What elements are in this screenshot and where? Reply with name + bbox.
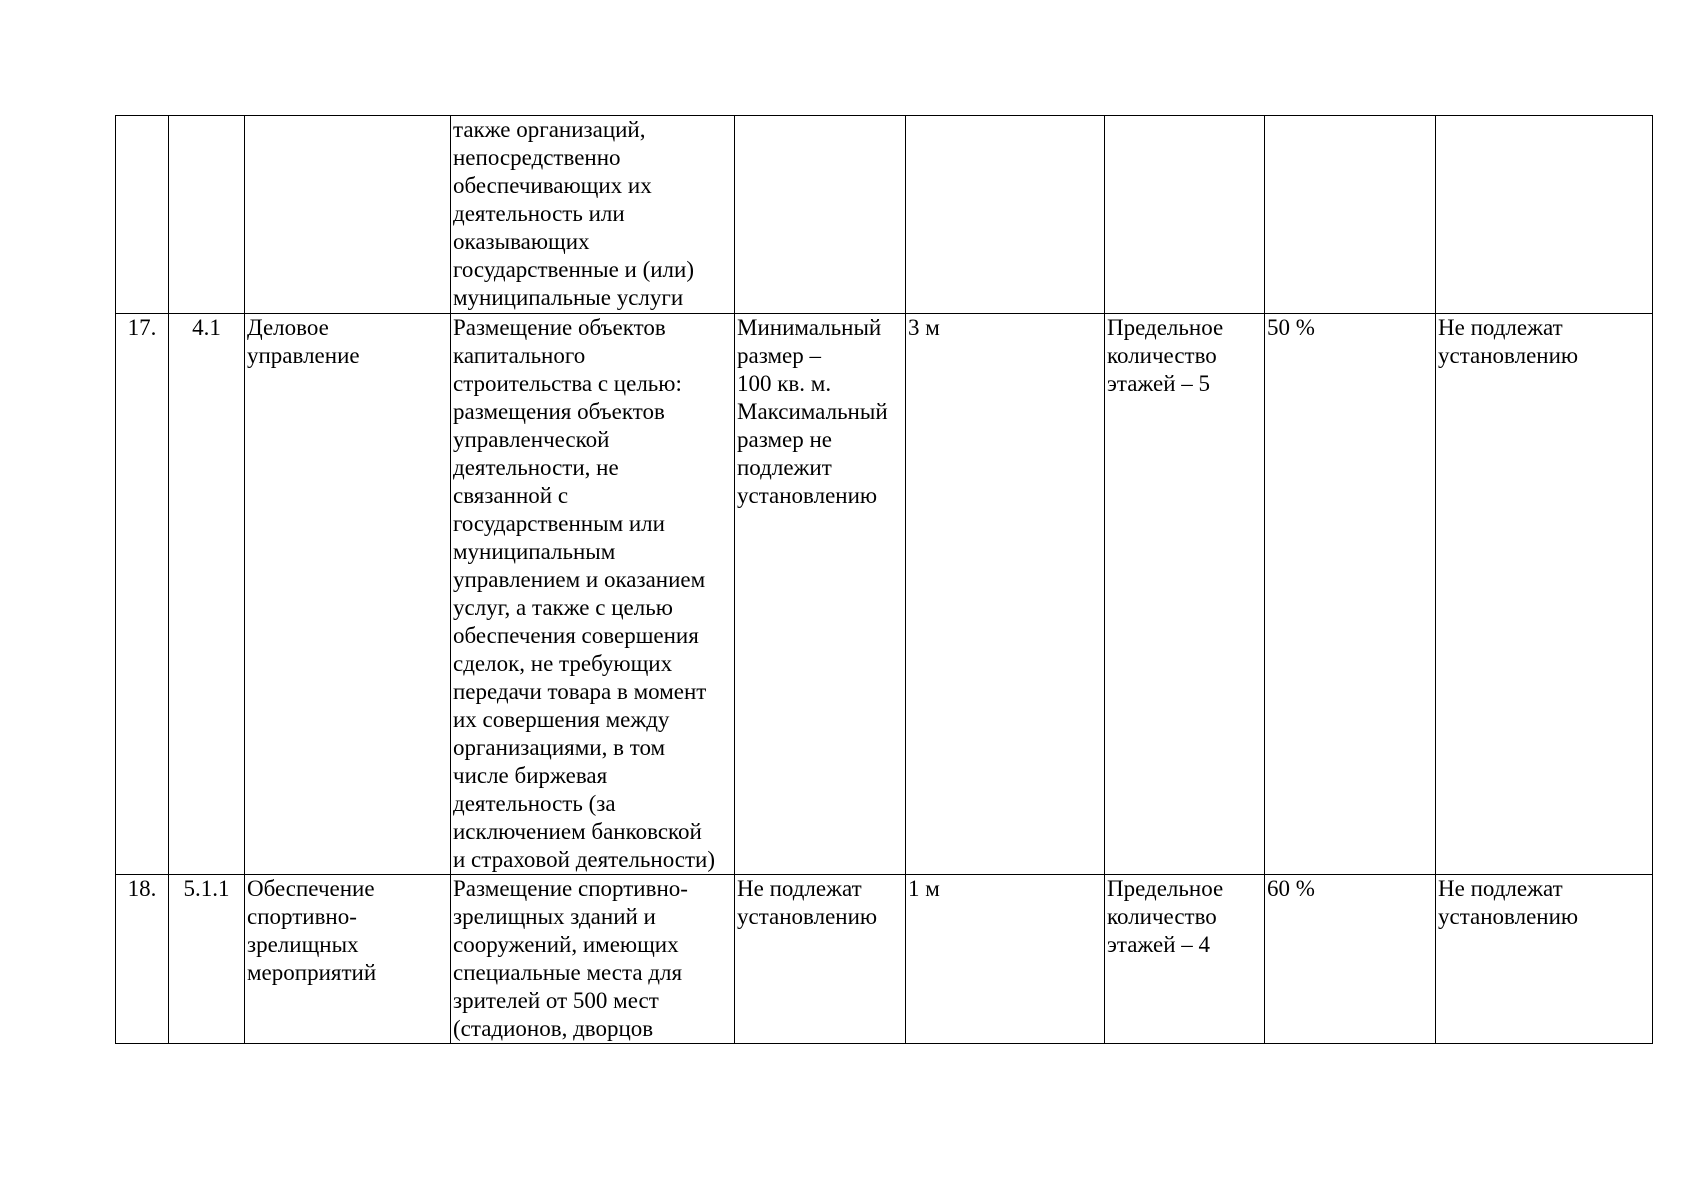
row-number: 17.: [127, 315, 157, 340]
other-parameters: Не подлежат установлению: [1438, 876, 1579, 929]
floors-cell: [1105, 116, 1265, 314]
plot-size: Минимальный размер – 100 кв. м. Максимальный размер не подлежит установлению: [737, 315, 888, 508]
other-cell: [1436, 875, 1653, 1044]
other-parameters: Не подлежат установлению: [1438, 315, 1579, 368]
floors-limit: Предельное количество этажей – 5: [1107, 315, 1224, 396]
coverage-percent: 50 %: [1267, 315, 1315, 340]
use-code: 4.1: [192, 315, 221, 340]
row-number-cell: [116, 314, 169, 875]
coverage-percent: 60 %: [1267, 876, 1315, 901]
table-row: [116, 116, 1653, 314]
use-name: Деловое управление: [247, 315, 360, 368]
code-cell: [169, 116, 245, 314]
row-number-cell: [116, 875, 169, 1044]
description-cell: [451, 314, 735, 875]
other-cell: [1436, 314, 1653, 875]
plot-size-cell: [735, 314, 906, 875]
code-cell: [169, 314, 245, 875]
setback: 3 м: [908, 315, 940, 340]
row-number-cell: [116, 116, 169, 314]
code-cell: [169, 875, 245, 1044]
other-cell: [1436, 116, 1653, 314]
description-cell: [451, 116, 735, 314]
floors-cell: [1105, 875, 1265, 1044]
setback-cell: [906, 116, 1105, 314]
plot-size-cell: [735, 116, 906, 314]
floors-cell: [1105, 314, 1265, 875]
use-description: также организаций, непосредственно обеспечивающих их деятельность или оказывающих государственные и (или) муниципальные услуги: [453, 117, 694, 310]
description-cell: [451, 875, 735, 1044]
coverage-cell: [1265, 314, 1436, 875]
use-code: 5.1.1: [183, 876, 230, 901]
setback-cell: [906, 875, 1105, 1044]
use-description: Размещение спортивно- зрелищных зданий и сооружений, имеющих специальные места для зрителей от 500 мест (стадионов, дворцов: [453, 876, 688, 1041]
name-cell: [245, 875, 451, 1044]
floors-limit: Предельное количество этажей – 4: [1107, 876, 1224, 957]
table-row: [116, 314, 1653, 875]
use-name: Обеспечение спортивно- зрелищных мероприятий: [247, 876, 377, 985]
zoning-table: [115, 115, 1653, 1044]
use-description: Размещение объектов капитального строительства с целью: размещения объектов управленческой деятельности, не связанной с государственным или муниципальным управлением и оказанием услуг, а также с целью обеспечения совершения сделок, не требующих передачи товара в момент их совершения между организациями, в том числе биржевая деятельность (за исключением банковской и страховой деятельности): [453, 315, 716, 872]
plot-size-cell: [735, 875, 906, 1044]
row-number: 18.: [127, 876, 157, 901]
coverage-cell: [1265, 875, 1436, 1044]
name-cell: [245, 116, 451, 314]
setback: 1 м: [908, 876, 940, 901]
table-row: [116, 875, 1653, 1044]
setback-cell: [906, 314, 1105, 875]
name-cell: [245, 314, 451, 875]
plot-size: Не подлежат установлению: [737, 876, 878, 929]
coverage-cell: [1265, 116, 1436, 314]
